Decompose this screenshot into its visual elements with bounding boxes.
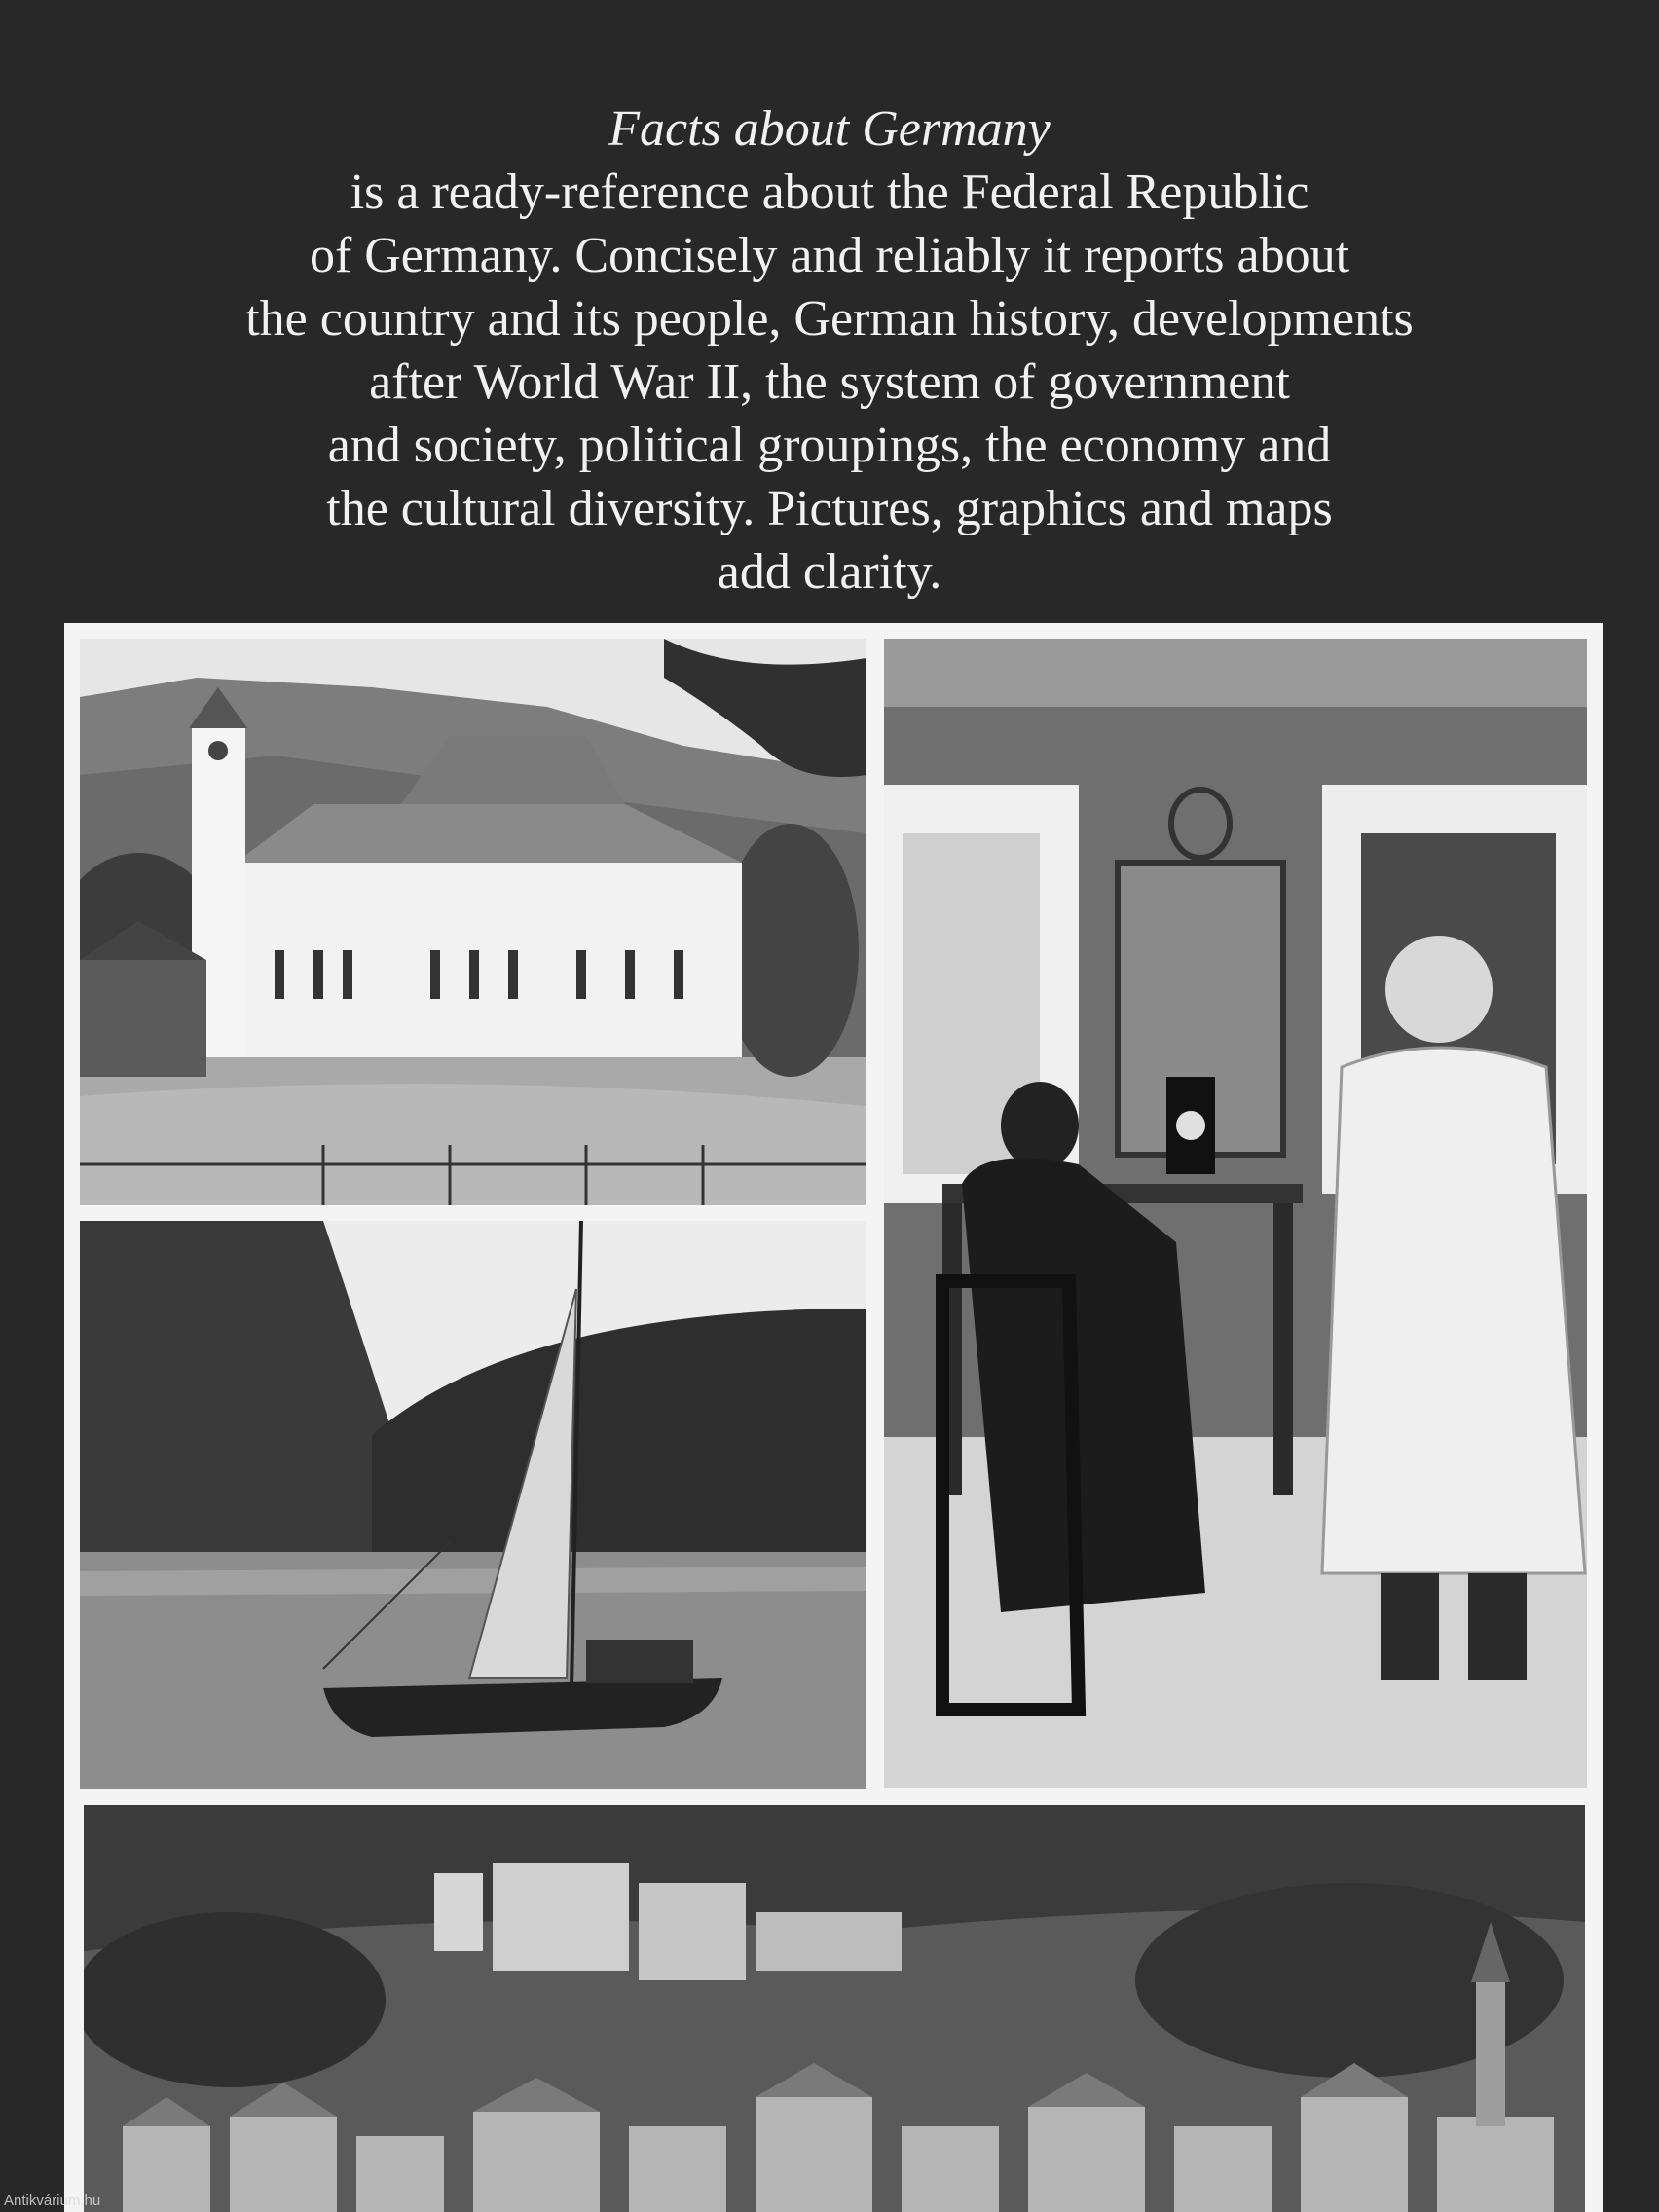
blurb-line-3: the country and its people, German history, developments bbox=[245, 291, 1414, 347]
photo-collage bbox=[64, 623, 1603, 2212]
blurb-line-4: after World War II, the system of government bbox=[369, 354, 1290, 410]
blurb-line-1: is a ready-reference about the Federal Republic bbox=[350, 165, 1309, 220]
blurb-line-2: of Germany. Concisely and reliably it reports about bbox=[309, 228, 1350, 283]
blurb-title: Facts about Germany bbox=[608, 101, 1051, 157]
blurb-line-7: add clarity. bbox=[717, 544, 942, 600]
cover-blurb bbox=[39, 97, 1620, 604]
church-photo bbox=[80, 639, 866, 1205]
blurb-line-5: and society, political groupings, the economy and bbox=[327, 418, 1332, 473]
interior-painting-photo bbox=[884, 639, 1587, 1788]
blurb-line-6: the cultural diversity. Pictures, graphics and maps bbox=[326, 481, 1333, 536]
watermark: Antikvárium.hu bbox=[4, 2193, 101, 2209]
castle-town-photo bbox=[84, 1805, 1585, 2212]
river-sailboat-photo bbox=[80, 1221, 866, 1789]
